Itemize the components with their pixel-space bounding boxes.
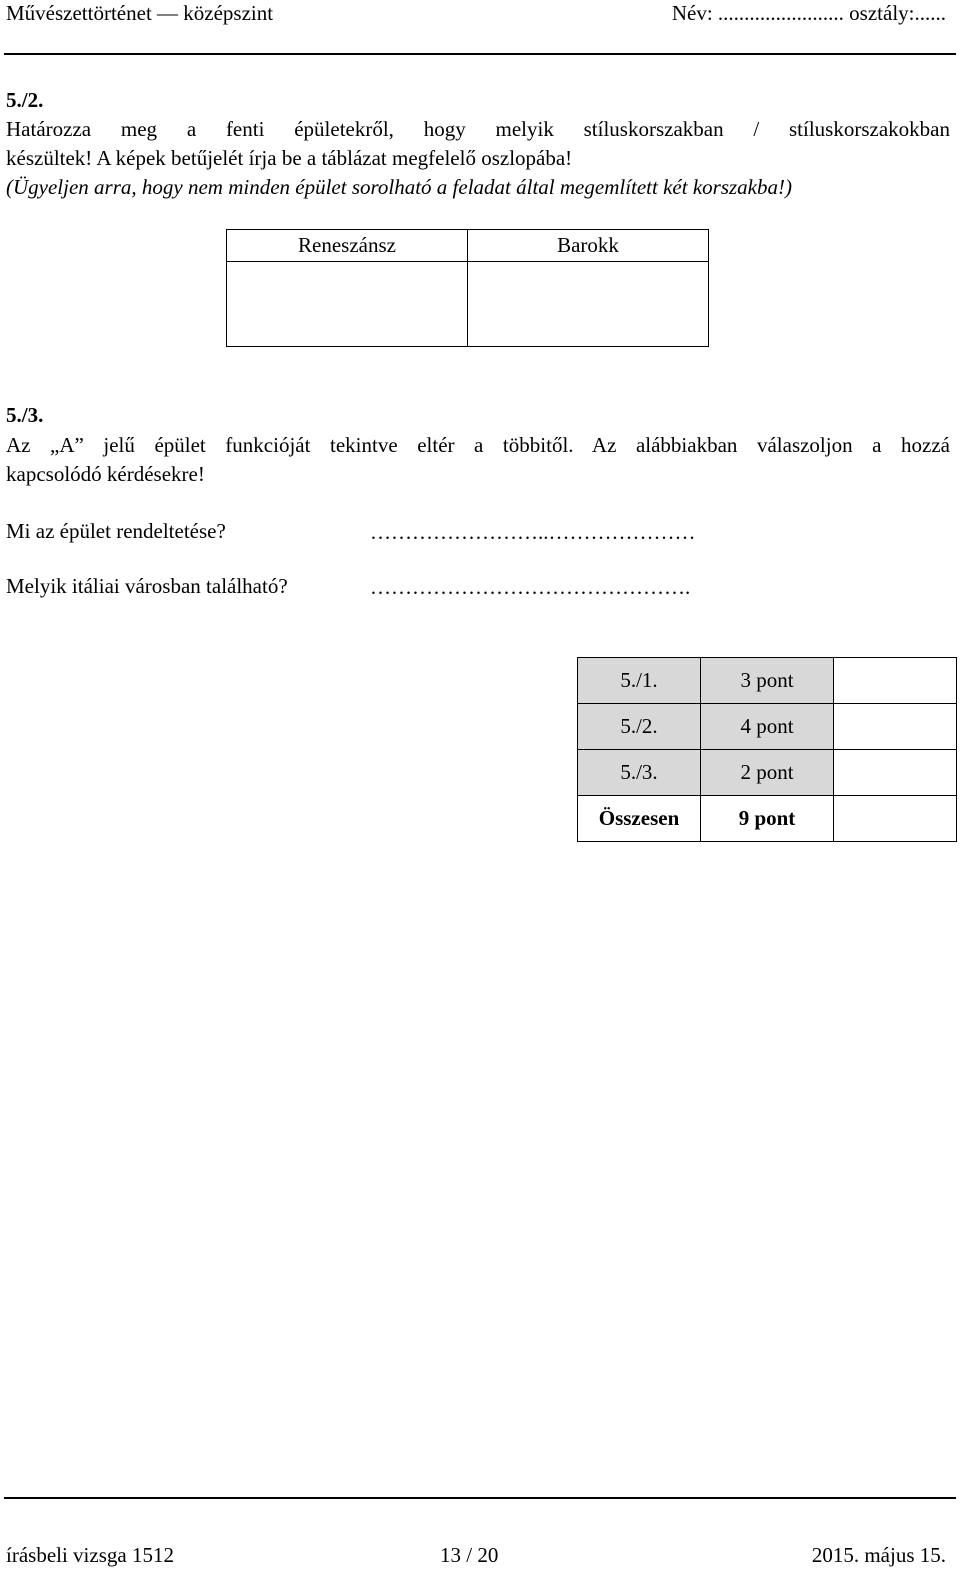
footer-exam-code: írásbeli vizsga 1512: [6, 1543, 174, 1567]
score-points: 2 pont: [701, 750, 834, 796]
score-row: [578, 658, 957, 704]
score-task: 5./2.: [578, 704, 701, 750]
footer-rule: [4, 1497, 956, 1499]
column-header-renaissance: Reneszánsz: [227, 230, 468, 262]
header-name-class: Név: ........................ osztály:......: [671, 1, 946, 25]
question-city: Melyik itáliai városban található?: [6, 574, 288, 598]
header-rule: [4, 53, 956, 55]
task-2-number: 5./2.: [6, 88, 44, 112]
score-total-label: Összesen: [578, 796, 701, 842]
score-row-total: [578, 796, 957, 842]
header-subject: Művészettörténet — középszint: [6, 1, 274, 25]
task-2-line-2: készültek! A képek betűjelét írja be a táblázat megfelelő oszlopába!: [6, 146, 573, 170]
score-task: 5./1.: [578, 658, 701, 704]
answer-cell-baroque[interactable]: [468, 262, 709, 347]
score-points: 4 pont: [701, 704, 834, 750]
score-points: 3 pont: [701, 658, 834, 704]
score-row: [578, 704, 957, 750]
answer-blank-purpose[interactable]: ……………………..…………………: [370, 520, 696, 544]
question-purpose: Mi az épület rendeltetése?: [6, 519, 226, 543]
score-total-points: 9 pont: [701, 796, 834, 842]
column-header-baroque: Barokk: [468, 230, 709, 262]
footer-page-number: 13 / 20: [440, 1543, 499, 1567]
score-achieved-cell[interactable]: [834, 750, 957, 796]
score-task: 5./3.: [578, 750, 701, 796]
score-achieved-cell[interactable]: [834, 704, 957, 750]
score-total-achieved-cell[interactable]: [834, 796, 957, 842]
score-achieved-cell[interactable]: [834, 658, 957, 704]
task-2-line-1: Határozza meg a fenti épületekről, hogy melyik stíluskorszakban / stíluskorszakokban: [6, 117, 950, 141]
task-2-line-3: (Ügyeljen arra, hogy nem minden épület sorolható a feladat által megemlített két korszakba!): [6, 175, 792, 199]
task-3-number: 5./3.: [6, 403, 44, 427]
answer-cell-renaissance[interactable]: [227, 262, 468, 347]
task-3-line-1: Az „A” jelű épület funkcióját tekintve eltér a többitől. Az alábbiakban válaszoljon a hozzá: [6, 433, 950, 457]
score-row: [578, 750, 957, 796]
score-table: [577, 657, 957, 842]
answer-blank-city[interactable]: ……………………………………….: [370, 575, 691, 599]
style-period-table: [226, 229, 709, 347]
task-3-line-2: kapcsolódó kérdésekre!: [6, 462, 205, 486]
footer-date: 2015. május 15.: [811, 1543, 946, 1567]
